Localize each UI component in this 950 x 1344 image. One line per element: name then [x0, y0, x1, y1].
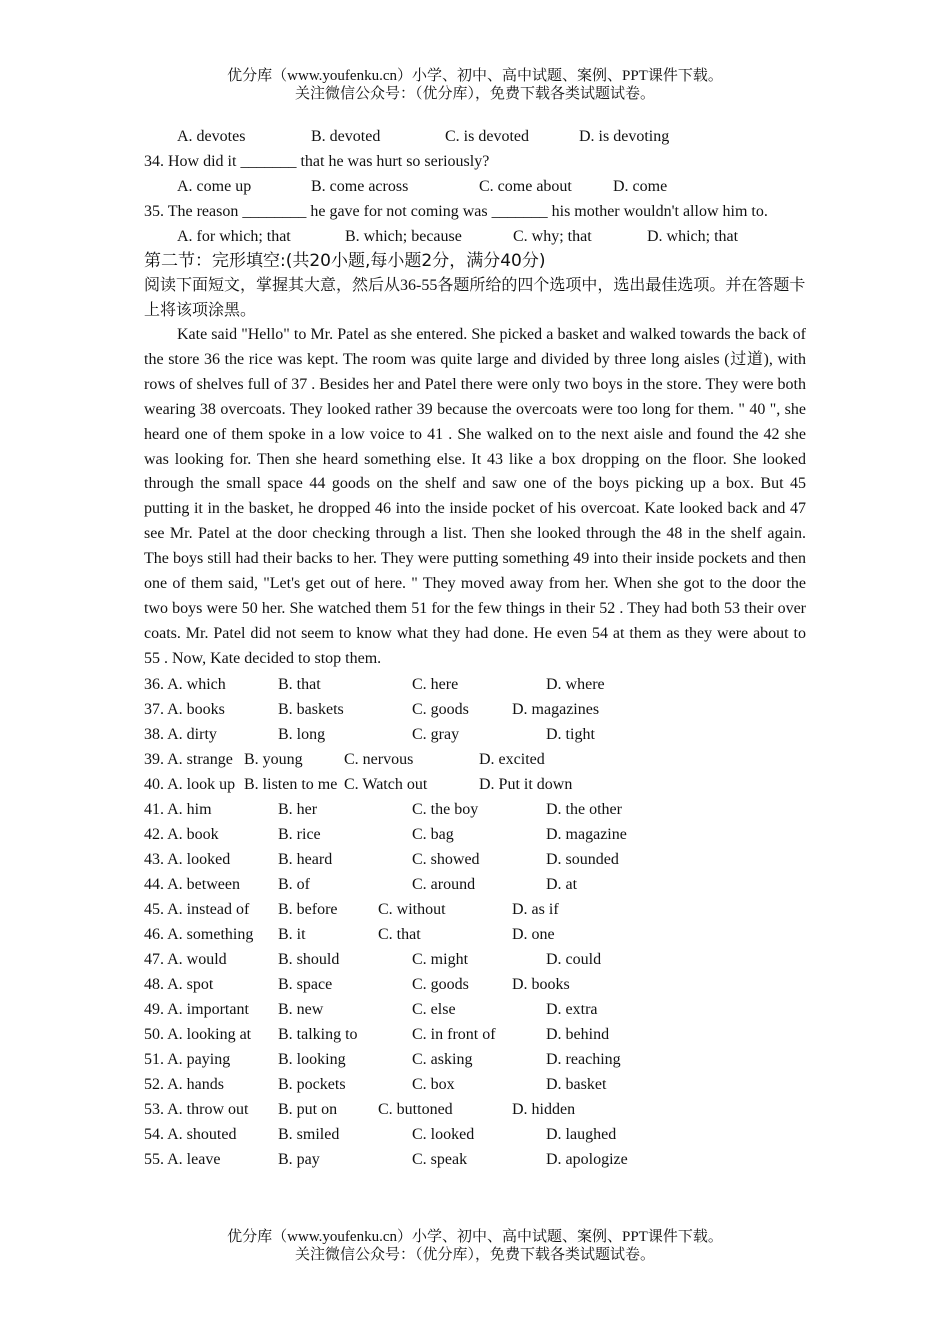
cloze-question-option-a: 44. A. between	[144, 875, 240, 893]
q35-option-b: B. which; because	[345, 228, 462, 245]
q33-option-d: D. is devoting	[579, 128, 670, 145]
q34-options	[144, 174, 806, 199]
cloze-option-c: C. speak	[412, 1150, 468, 1168]
q33-option-a: A. devotes	[177, 128, 246, 145]
exam-content	[144, 124, 806, 1172]
cloze-option-d: D. hidden	[512, 1100, 576, 1118]
cloze-option-c: C. buttoned	[378, 1100, 453, 1118]
section-title: 第二节：完形填空:(共20小题,每小题2分，满分40分)	[144, 251, 546, 271]
q33-option-c: C. is devoted	[445, 128, 529, 145]
cloze-option-row	[144, 847, 806, 872]
cloze-option-b: B. her	[278, 800, 318, 818]
footer-line-2: 关注微信公众号：（优分库），免费下载各类试题试卷。	[294, 1247, 655, 1263]
cloze-question-option-a: 41. A. him	[144, 800, 212, 818]
cloze-question-option-a: 51. A. paying	[144, 1050, 231, 1068]
cloze-question-option-a: 36. A. which	[144, 675, 226, 693]
cloze-question-option-a: 40. A. look up	[144, 775, 236, 793]
cloze-option-b: B. that	[278, 675, 321, 693]
cloze-option-d: D. the other	[546, 800, 622, 818]
cloze-option-b: B. pay	[278, 1150, 320, 1168]
cloze-option-c: C. showed	[412, 850, 480, 868]
cloze-option-d: D. could	[546, 950, 602, 968]
cloze-question-option-a: 39. A. strange	[144, 750, 233, 768]
cloze-option-row	[144, 1122, 806, 1147]
cloze-option-b: B. pockets	[278, 1075, 346, 1093]
cloze-option-row	[144, 697, 806, 722]
q34-option-b: B. come across	[311, 178, 409, 195]
cloze-option-row	[144, 972, 806, 997]
q33-option-b: B. devoted	[311, 128, 381, 145]
cloze-option-d: D. as if	[512, 900, 559, 918]
cloze-question-option-a: 42. A. book	[144, 825, 219, 843]
cloze-option-row	[144, 1097, 806, 1122]
header-line-1: 优分库（www.youfenku.cn）小学、初中、高中试题、案例、PPT课件下载。	[227, 68, 723, 84]
cloze-option-b: B. talking to	[278, 1025, 358, 1043]
cloze-option-d: D. laughed	[546, 1125, 617, 1143]
cloze-option-b: B. of	[278, 875, 310, 893]
q33-options	[144, 124, 806, 149]
cloze-option-c: C. looked	[412, 1125, 475, 1143]
cloze-option-d: D. Put it down	[479, 775, 573, 793]
cloze-option-row	[144, 872, 806, 897]
cloze-option-c: C. around	[412, 875, 476, 893]
cloze-option-b: B. put on	[278, 1100, 338, 1118]
cloze-option-c: C. in front of	[412, 1025, 496, 1043]
cloze-option-row	[144, 922, 806, 947]
cloze-option-d: D. apologize	[546, 1150, 628, 1168]
cloze-option-c: C. here	[412, 675, 459, 693]
cloze-option-d: D. magazine	[546, 825, 627, 843]
cloze-option-c: C. goods	[412, 975, 469, 993]
cloze-option-b: B. rice	[278, 825, 321, 843]
q35-option-d: D. which; that	[647, 228, 739, 245]
cloze-option-b: B. space	[278, 975, 333, 993]
cloze-option-row	[144, 1072, 806, 1097]
q35-option-a: A. for which; that	[177, 228, 291, 245]
cloze-option-d: D. at	[546, 875, 578, 893]
section-instruction: 阅读下面短文，掌握其大意，然后从36-55各题所给的四个选项中，选出最佳选项。并在答题卡上将该项涂黑。	[144, 277, 806, 319]
cloze-option-d: D. tight	[546, 725, 595, 743]
cloze-option-d: D. reaching	[546, 1050, 621, 1068]
cloze-question-option-a: 55. A. leave	[144, 1150, 221, 1168]
header-line-2: 关注微信公众号：（优分库），免费下载各类试题试卷。	[294, 86, 655, 102]
q34-option-a: A. come up	[177, 178, 252, 195]
cloze-option-row	[144, 1147, 806, 1172]
cloze-option-row	[144, 722, 806, 747]
cloze-option-c: C. asking	[412, 1050, 473, 1068]
cloze-option-b: B. young	[244, 750, 303, 768]
cloze-option-d: D. excited	[479, 750, 545, 768]
cloze-question-option-a: 53. A. throw out	[144, 1100, 249, 1118]
cloze-option-b: B. it	[278, 925, 306, 943]
cloze-question-option-a: 43. A. looked	[144, 850, 231, 868]
cloze-option-row	[144, 822, 806, 847]
q35-stem: 35. The reason ________ he gave for not coming was _______ his mother wouldn't allow him to.	[144, 203, 768, 220]
cloze-option-b: B. looking	[278, 1050, 346, 1068]
q35-options	[144, 224, 806, 249]
cloze-option-d: D. where	[546, 675, 605, 693]
cloze-option-d: D. behind	[546, 1025, 610, 1043]
q34-option-c: C. come about	[479, 178, 572, 195]
cloze-option-row	[144, 772, 806, 797]
page-footer	[0, 1228, 950, 1264]
cloze-option-row	[144, 747, 806, 772]
cloze-option-b: B. heard	[278, 850, 333, 868]
cloze-option-b: B. baskets	[278, 700, 344, 718]
cloze-question-option-a: 50. A. looking at	[144, 1025, 252, 1043]
cloze-option-d: D. one	[512, 925, 555, 943]
cloze-option-row	[144, 1047, 806, 1072]
cloze-option-c: C. goods	[412, 700, 469, 718]
cloze-option-c: C. the boy	[412, 800, 479, 818]
cloze-option-row	[144, 997, 806, 1022]
cloze-option-row	[144, 947, 806, 972]
cloze-question-option-a: 45. A. instead of	[144, 900, 250, 918]
q35-option-c: C. why; that	[513, 228, 592, 245]
cloze-question-option-a: 49. A. important	[144, 1000, 249, 1018]
cloze-option-b: B. before	[278, 900, 338, 918]
cloze-question-option-a: 54. A. shouted	[144, 1125, 237, 1143]
cloze-option-b: B. listen to me	[244, 775, 338, 793]
cloze-option-c: C. gray	[412, 725, 460, 743]
q34-stem: 34. How did it _______ that he was hurt so seriously?	[144, 153, 490, 170]
cloze-option-c: C. that	[378, 925, 421, 943]
cloze-option-d: D. sounded	[546, 850, 619, 868]
cloze-option-c: C. else	[412, 1000, 456, 1018]
cloze-option-row	[144, 1022, 806, 1047]
cloze-option-b: B. long	[278, 725, 326, 743]
cloze-option-b: B. smiled	[278, 1125, 340, 1143]
cloze-option-c: C. without	[378, 900, 446, 918]
cloze-question-option-a: 46. A. something	[144, 925, 254, 943]
cloze-options	[144, 672, 806, 1172]
cloze-option-c: C. Watch out	[344, 775, 428, 793]
cloze-option-c: C. bag	[412, 825, 454, 843]
cloze-option-d: D. magazines	[512, 700, 600, 718]
footer-line-1: 优分库（www.youfenku.cn）小学、初中、高中试题、案例、PPT课件下载。	[227, 1229, 723, 1245]
cloze-option-d: D. extra	[546, 1000, 598, 1018]
cloze-passage: Kate said "Hello" to Mr. Patel as she entered. She picked a basket and walked towards the back of the store 36 the rice was kept. The room was quite large and divided by three long aisles (过道), with rows of shelves full of 37 . Besides her and Patel there were only two boys in the store. They were both wearing 38 overcoats. They looked rather 39 because the overcoats were too long for them. " 40 ", she heard one of them spoke in a low voice to 41 . She walked on to the next aisle and found the 42 she was looking for. Then she heard something else. It 43 like a box dropping on the floor. She looked through the small space 44 goods on the shelf and saw one of the boys picking up a box. But 45 putting it in the basket, he dropped 46 into the inside pocket of his overcoat. Kate looked back and 47 see Mr. Patel at the door checking through a list. Then she looked through the 48 in the shelf again. The boys still had their backs to her. They were putting something 49 into their inside pockets and then one of them said, "Let's get out of here. " They moved away from her. When she got to the door the two boys were 50 her. She watched them 51 for the few things in their 52 . They had both 53 their over coats. Mr. Patel did not seem to know what they had done. He even 54 at them as they were about to 55 . Now, Kate decided to stop them.	[144, 326, 806, 667]
cloze-question-option-a: 37. A. books	[144, 700, 225, 718]
cloze-option-d: D. books	[512, 975, 570, 993]
page-header	[0, 67, 950, 103]
cloze-option-row	[144, 797, 806, 822]
cloze-option-c: C. might	[412, 950, 469, 968]
q34-option-d: D. come	[613, 178, 668, 195]
cloze-option-d: D. basket	[546, 1075, 607, 1093]
cloze-question-option-a: 38. A. dirty	[144, 725, 217, 743]
cloze-question-option-a: 47. A. would	[144, 950, 227, 968]
cloze-question-option-a: 52. A. hands	[144, 1075, 224, 1093]
cloze-option-row	[144, 897, 806, 922]
cloze-option-row	[144, 672, 806, 697]
cloze-option-b: B. new	[278, 1000, 324, 1018]
cloze-option-b: B. should	[278, 950, 340, 968]
cloze-option-c: C. nervous	[344, 750, 414, 768]
cloze-question-option-a: 48. A. spot	[144, 975, 214, 993]
cloze-option-c: C. box	[412, 1075, 455, 1093]
